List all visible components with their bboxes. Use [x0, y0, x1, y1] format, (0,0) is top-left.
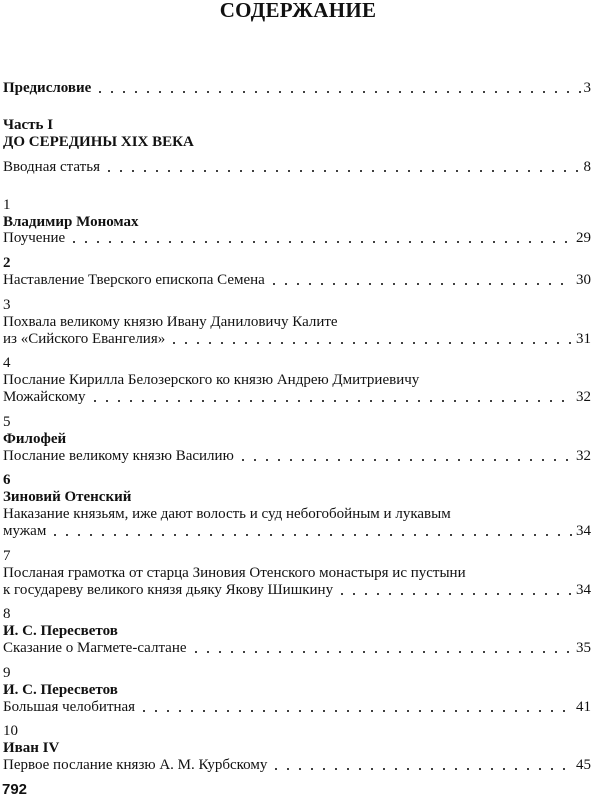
toc-page-number: 34: [576, 582, 591, 598]
toc-page-number: 31: [576, 331, 591, 347]
entry-title-line: Посланая грамотка от старца Зиновия Отенского монастыря ис пустыни: [3, 565, 466, 581]
toc-title: Наставление Тверского епископа Семена: [3, 272, 265, 288]
entry-number: 10: [3, 723, 18, 739]
page-title: СОДЕРЖАНИЕ: [219, 0, 377, 22]
part-title: ДО СЕРЕДИНЫ XIX ВЕКА: [3, 134, 194, 150]
toc-page-number: 32: [576, 448, 591, 464]
toc-page-number: 3: [583, 80, 591, 96]
dot-leader: [49, 533, 573, 537]
toc-line[interactable]: [3, 331, 591, 348]
entry-title-line: Похвала великому князю Ивану Даниловичу Калите: [3, 314, 338, 330]
toc-line[interactable]: [3, 523, 591, 540]
entry-title-line: Послание Кирилла Белозерского ко князю Андрею Дмитриевичу: [3, 372, 420, 388]
entry-number: 1: [3, 197, 11, 213]
toc-line-preface[interactable]: [3, 80, 591, 97]
toc-title: Предисловие: [3, 80, 92, 96]
toc-line[interactable]: [3, 272, 591, 289]
toc-title: Сказание о Магмете-салтане: [3, 640, 187, 656]
toc-page-number: 35: [576, 640, 591, 656]
toc-title: Вводная статья: [3, 159, 100, 175]
dot-leader: [168, 341, 573, 345]
entry-number: 2: [3, 255, 11, 271]
entry-author: Иван IV: [3, 740, 60, 756]
toc-title: Первое послание князю А. М. Курбскому: [3, 757, 268, 773]
entry-number: 5: [3, 414, 11, 430]
entry-number: 9: [3, 665, 11, 681]
entry-number: 8: [3, 606, 11, 622]
dot-leader: [94, 90, 580, 94]
toc-title: Послание великому князю Василию: [3, 448, 234, 464]
entry-author: Филофей: [3, 431, 67, 447]
dot-leader: [89, 399, 573, 403]
entry-author: Владимир Мономах: [3, 214, 139, 230]
toc-page-number: 32: [576, 389, 591, 405]
toc-page-number: 45: [576, 757, 591, 773]
toc-title: мужам: [3, 523, 47, 539]
toc-page-number: 30: [576, 272, 591, 288]
page-number-footer: 792: [2, 781, 28, 798]
dot-leader: [237, 458, 573, 462]
toc-line[interactable]: [3, 582, 591, 599]
toc-line[interactable]: [3, 699, 591, 716]
toc-title: Большая челобитная: [3, 699, 136, 715]
toc-title: из «Сийского Евангелия»: [3, 331, 166, 347]
entry-number: 3: [3, 297, 11, 313]
toc-page-number: 41: [576, 699, 591, 715]
toc-line-intro[interactable]: [3, 159, 591, 176]
toc-line[interactable]: [3, 757, 591, 774]
entry-author: И. С. Пересветов: [3, 623, 118, 639]
toc-line[interactable]: [3, 448, 591, 465]
dot-leader: [336, 592, 573, 596]
entry-number: 6: [3, 472, 11, 488]
toc-line[interactable]: [3, 389, 591, 406]
entry-author: И. С. Пересветов: [3, 682, 118, 698]
dot-leader: [103, 169, 581, 173]
dot-leader: [190, 650, 573, 654]
toc-page-number: 34: [576, 523, 591, 539]
entry-number: 7: [3, 548, 11, 564]
dot-leader: [268, 282, 573, 286]
toc-line[interactable]: [3, 640, 591, 657]
toc-title: Можайскому: [3, 389, 86, 405]
entry-author: Зиновий Отенский: [3, 489, 132, 505]
dot-leader: [270, 767, 573, 771]
toc-line[interactable]: [3, 230, 591, 247]
toc-title: к государеву великого князя дьяку Якову Шишкину: [3, 582, 334, 598]
toc-page-number: 29: [576, 230, 591, 246]
dot-leader: [68, 240, 573, 244]
entry-title-line: Наказание князьям, иже дают волость и суд небогобойным и лукавым: [3, 506, 451, 522]
toc-title: Поучение: [3, 230, 66, 246]
toc-page-number: 8: [583, 159, 591, 175]
dot-leader: [138, 709, 573, 713]
entry-number: 4: [3, 355, 11, 371]
part-label: Часть I: [3, 117, 54, 133]
